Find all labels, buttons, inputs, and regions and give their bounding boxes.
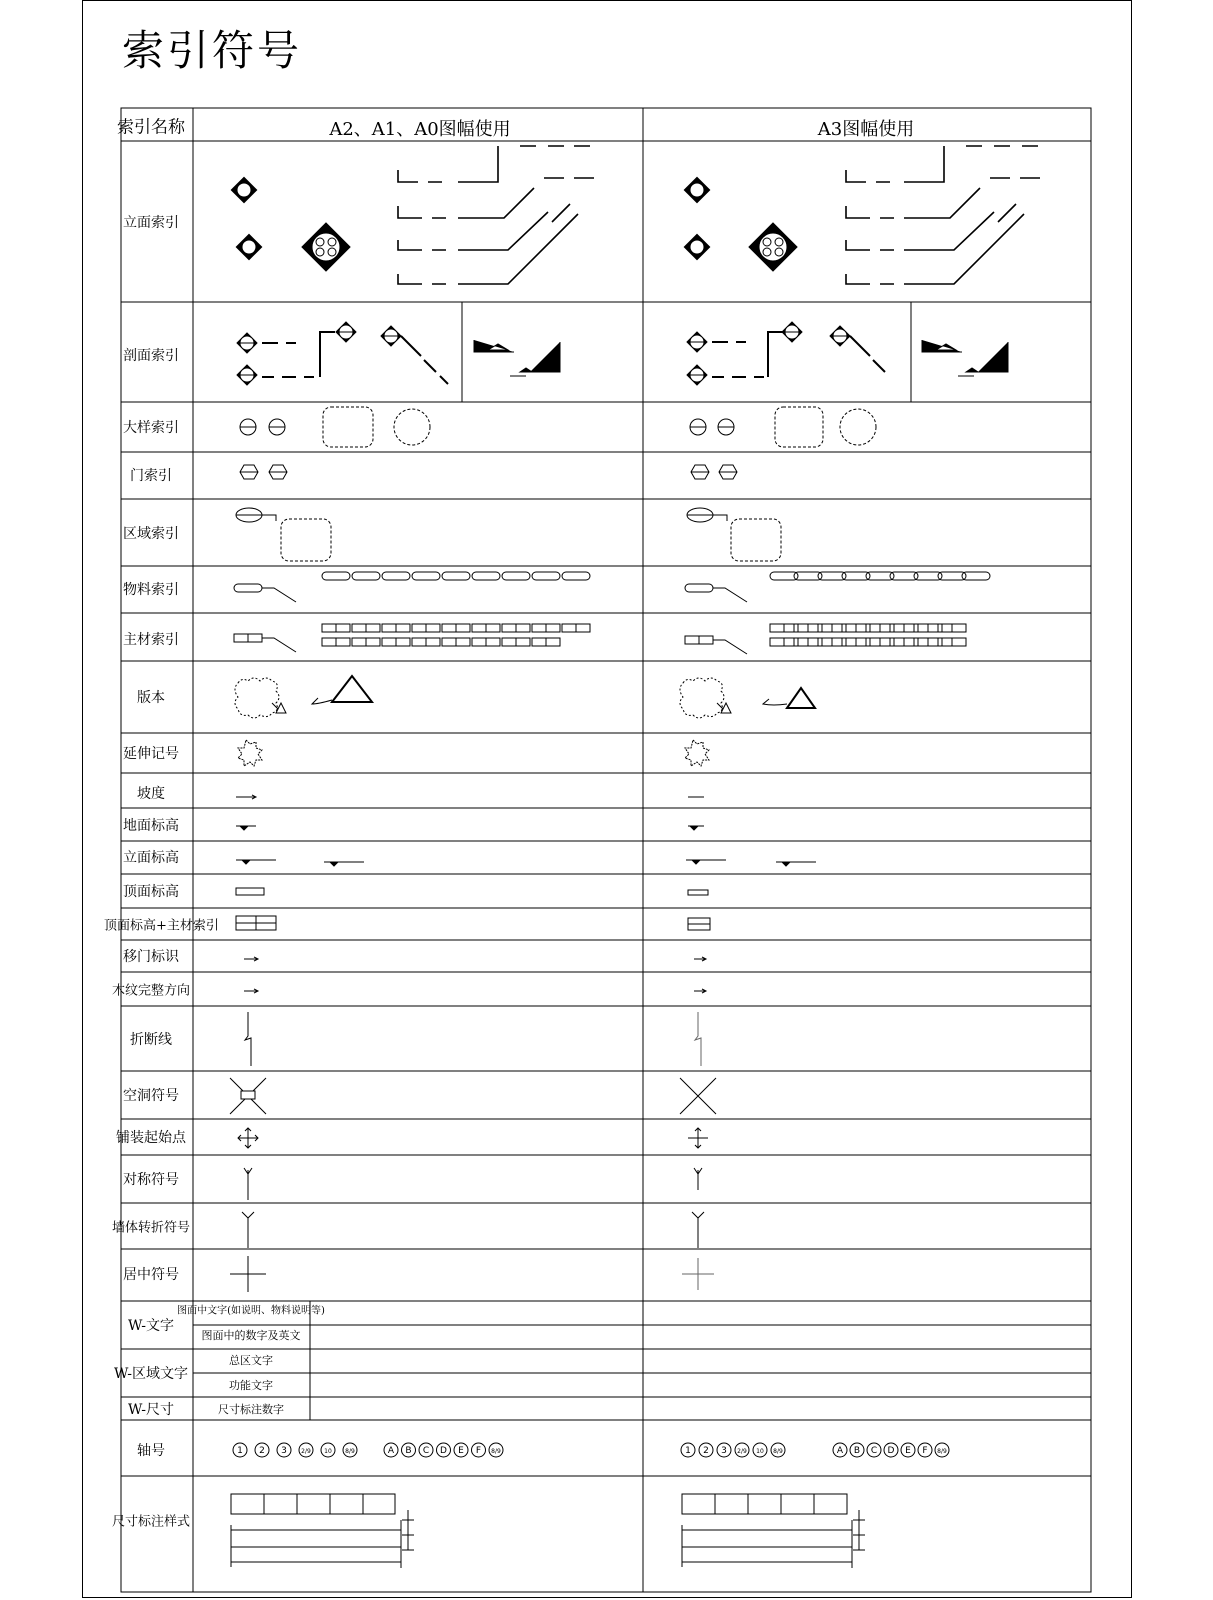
row-label: 物料索引 — [123, 582, 179, 598]
axis-number-label: 2/9 — [737, 1448, 747, 1455]
sub-label: 图面中文字(如说明、物料说明等) — [177, 1305, 325, 1317]
material-tag — [532, 572, 560, 580]
row-label: 门索引 — [130, 468, 172, 484]
material-tag — [352, 638, 380, 646]
axis-letter-label: D — [887, 1446, 895, 1456]
axis-letter-label: C — [870, 1446, 878, 1456]
axis-number-label: 2 — [259, 1446, 265, 1456]
row-label: 坡度 — [137, 786, 165, 802]
axis-letter-label: E — [905, 1446, 911, 1456]
axis-number-label: 3 — [721, 1446, 727, 1456]
material-tag — [442, 624, 470, 632]
axis-number-label: 8/9 — [345, 1448, 355, 1455]
axis-letter-label: F — [922, 1446, 928, 1456]
row-label: 大样索引 — [123, 420, 179, 436]
row-label: 铺装起始点 — [116, 1130, 186, 1146]
axis-number-label: 10 — [324, 1448, 332, 1455]
axis-letter-label: B — [405, 1446, 412, 1456]
axis-letter-label: E — [458, 1446, 464, 1456]
row-label: 剖面索引 — [123, 348, 179, 364]
row-label: 主材索引 — [123, 632, 179, 648]
sub-label: 图面中的数字及英文 — [201, 1329, 301, 1342]
header-small: A3图幅使用 — [817, 119, 915, 140]
axis-letter-label: F — [475, 1446, 482, 1456]
material-tag — [382, 624, 410, 632]
row-label: 折断线 — [130, 1032, 172, 1048]
axis-letter-label: A — [836, 1446, 844, 1456]
row-label: W-尺寸 — [127, 1402, 175, 1418]
row-label: 区域索引 — [123, 526, 179, 542]
axis-letter-label: 8/9 — [491, 1448, 501, 1455]
sub-label: 总区文字 — [229, 1354, 273, 1367]
row-label: 墙体转折符号 — [111, 1220, 190, 1236]
material-tag — [412, 638, 440, 646]
axis-number-label: 1 — [237, 1446, 243, 1456]
material-tag — [352, 572, 380, 580]
axis-letter-label: 8/9 — [937, 1448, 947, 1455]
axis-letter-label: B — [853, 1446, 861, 1456]
material-tag — [352, 624, 380, 632]
material-tag — [502, 638, 530, 646]
material-tag — [382, 572, 410, 580]
axis-number-label: 8/9 — [773, 1448, 783, 1455]
row-label: 版本 — [137, 690, 165, 706]
row-label: 顶面标高+主材索引 — [104, 918, 219, 934]
row-label: 延伸记号 — [123, 746, 179, 762]
material-tag — [412, 624, 440, 632]
row-label: 顶面标高 — [123, 884, 179, 900]
material-tag — [442, 638, 470, 646]
row-label: 木纹完整方向 — [111, 983, 190, 999]
axis-letter-label: D — [440, 1446, 447, 1456]
material-tag — [532, 638, 560, 646]
material-tag — [382, 638, 410, 646]
sub-label: 功能文字 — [229, 1379, 273, 1392]
header-large: A2、A1、A0图幅使用 — [329, 119, 511, 140]
sub-label: 尺寸标注数字 — [218, 1403, 284, 1416]
axis-letter-label: A — [387, 1446, 395, 1456]
axis-letter-label: C — [422, 1446, 430, 1456]
axis-number-label: 1 — [685, 1446, 691, 1456]
material-tag — [502, 624, 530, 632]
material-tag — [322, 638, 350, 646]
material-tag — [322, 572, 350, 580]
material-tag — [472, 572, 500, 580]
material-tag — [562, 572, 590, 580]
axis-number-label: 2 — [703, 1446, 709, 1456]
row-label: 尺寸标注样式 — [111, 1514, 190, 1530]
row-label: 移门标识 — [123, 949, 179, 965]
material-tag — [472, 638, 500, 646]
page-title: 索引符号 — [122, 26, 303, 75]
row-label: 对称符号 — [123, 1172, 179, 1188]
row-label: 居中符号 — [123, 1267, 179, 1283]
material-tag — [322, 624, 350, 632]
material-tag — [502, 572, 530, 580]
row-label: W-文字 — [127, 1318, 175, 1334]
row-label: 立面标高 — [123, 850, 179, 866]
axis-number-label: 10 — [756, 1448, 764, 1455]
material-tag — [412, 572, 440, 580]
row-label: 立面索引 — [123, 215, 179, 231]
axis-number-label: 2/9 — [301, 1448, 311, 1455]
header-name: 索引名称 — [117, 117, 185, 138]
material-tag — [472, 624, 500, 632]
row-label: 地面标高 — [123, 818, 179, 834]
row-label: 轴号 — [137, 1443, 165, 1459]
material-tag — [442, 572, 470, 580]
material-tag — [532, 624, 560, 632]
axis-number-label: 3 — [281, 1446, 287, 1456]
row-label: W-区域文字 — [113, 1366, 189, 1382]
material-tag — [562, 624, 590, 632]
row-label: 空洞符号 — [123, 1088, 179, 1104]
